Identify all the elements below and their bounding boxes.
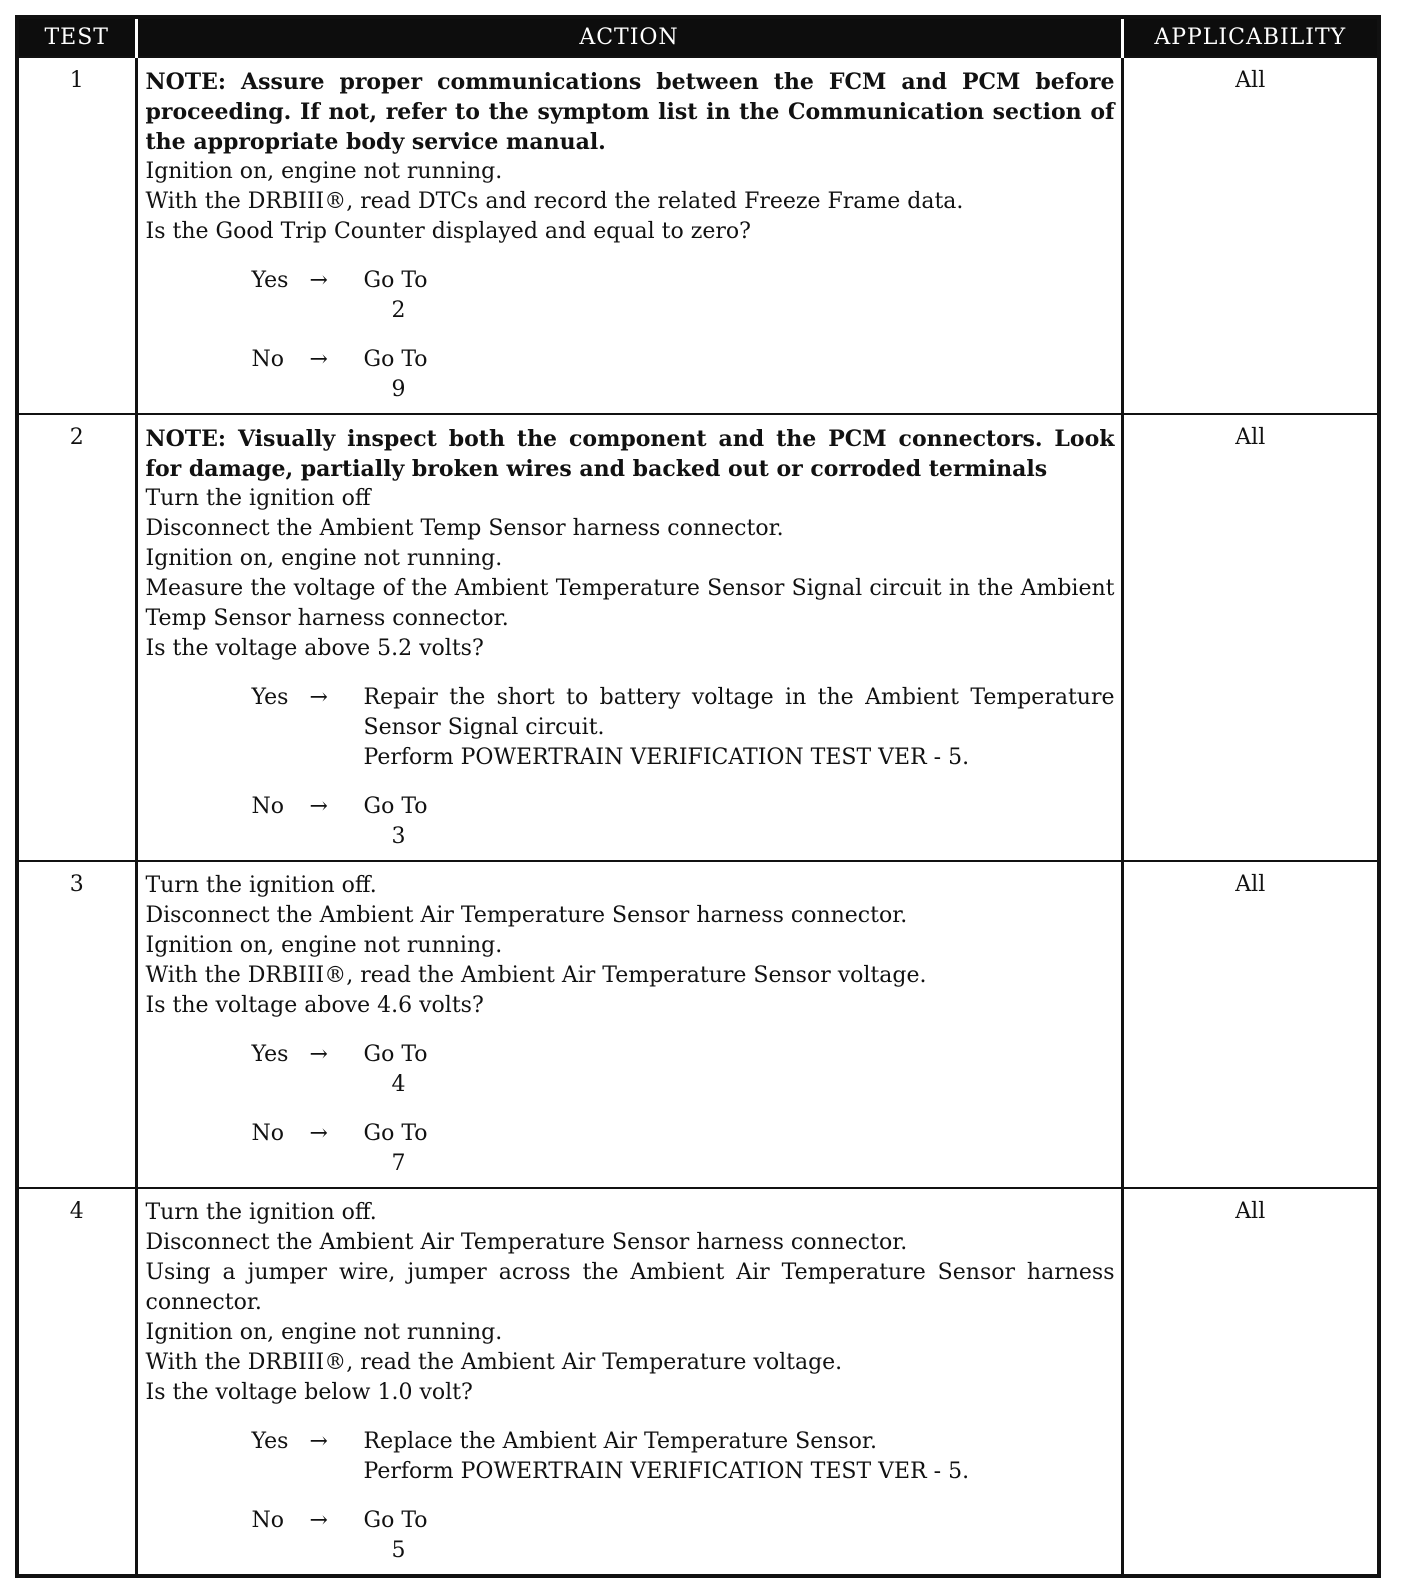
instruction-text: Repair the short to battery voltage in the Ambient Temperature Sensor Signal circuit. <box>363 685 1115 740</box>
test-number: 3 <box>17 861 136 1188</box>
step-text: Turn the ignition off. <box>145 1200 377 1225</box>
table-header-row <box>17 17 1379 57</box>
no-goto <box>364 792 1115 852</box>
step-text: Using a jumper wire, jumper across the Ambient Air Temperature Sensor harness connector. <box>145 1260 1115 1315</box>
header-test: TEST <box>17 17 136 57</box>
action-cell <box>136 414 1122 861</box>
yes-instructions <box>364 1427 1115 1487</box>
no-label: No <box>251 1121 284 1146</box>
result-branches <box>146 1427 1115 1566</box>
step-text: Turn the ignition off <box>145 486 371 511</box>
no-label: No <box>251 347 284 372</box>
yes-label: Yes <box>251 268 289 293</box>
test-number: 1 <box>17 57 136 414</box>
header-action: ACTION <box>136 17 1122 57</box>
instruction-text: Replace the Ambient Air Temperature Sensor. <box>363 1429 878 1454</box>
step-text: Ignition on, engine not running. <box>145 159 503 184</box>
no-goto <box>364 1506 1115 1566</box>
no-label: No <box>251 794 284 819</box>
question-text: Is the voltage above 5.2 volts? <box>145 636 484 661</box>
goto-number: 5 <box>391 1538 406 1563</box>
step-text: Ignition on, engine not running. <box>145 546 503 571</box>
yes-label: Yes <box>251 685 289 710</box>
yes-label: Yes <box>251 1429 289 1454</box>
test-number: 2 <box>17 414 136 861</box>
test-row-4 <box>17 1188 1379 1576</box>
goto-label: Go To <box>363 347 428 372</box>
question-text: Is the voltage above 4.6 volts? <box>145 993 484 1018</box>
applicability-value: All <box>1122 57 1379 414</box>
no-branch <box>252 1119 1115 1179</box>
goto-label: Go To <box>363 1042 428 1067</box>
no-goto <box>364 1119 1115 1179</box>
test-number: 4 <box>17 1188 136 1576</box>
arrow-icon: → <box>309 268 328 293</box>
yes-branch <box>252 1040 1115 1100</box>
goto-number: 3 <box>391 824 406 849</box>
question-text: Is the voltage below 1.0 volt? <box>145 1380 473 1405</box>
result-branches <box>146 1040 1115 1179</box>
step-text: Turn the ignition off. <box>145 873 377 898</box>
no-branch <box>252 792 1115 852</box>
yes-branch <box>252 266 1115 326</box>
applicability-value: All <box>1122 414 1379 861</box>
arrow-icon: → <box>309 1429 328 1454</box>
diagnostic-test-table <box>15 15 1381 1578</box>
test-row-1 <box>17 57 1379 414</box>
test-row-2 <box>17 414 1379 861</box>
note-text: NOTE: Visually inspect both the component and the PCM connectors. Look for damage, partially broken wires and backed out or corroded terminals <box>145 426 1115 482</box>
arrow-icon: → <box>309 794 328 819</box>
step-text: Measure the voltage of the Ambient Temperature Sensor Signal circuit in the Ambient Temp Sensor harness connector. <box>145 576 1115 631</box>
no-branch <box>252 1506 1115 1566</box>
arrow-icon: → <box>309 1508 328 1533</box>
yes-label: Yes <box>251 1042 289 1067</box>
step-text: Disconnect the Ambient Air Temperature Sensor harness connector. <box>145 1230 908 1255</box>
yes-goto <box>364 266 1115 326</box>
step-text: Disconnect the Ambient Air Temperature Sensor harness connector. <box>145 903 908 928</box>
goto-number: 7 <box>391 1151 406 1176</box>
no-label: No <box>251 1508 284 1533</box>
action-cell <box>136 861 1122 1188</box>
arrow-icon: → <box>309 1042 328 1067</box>
step-text: Disconnect the Ambient Temp Sensor harness connector. <box>145 516 784 541</box>
yes-branch <box>252 1427 1115 1487</box>
note-text: NOTE: Assure proper communications between the FCM and PCM before proceeding. If not, refer to the symptom list in the Communication section of the appropriate body service manual. <box>145 69 1115 155</box>
arrow-icon: → <box>309 685 328 710</box>
goto-number: 4 <box>391 1072 406 1097</box>
goto-number: 2 <box>391 298 406 323</box>
instruction-text: Perform POWERTRAIN VERIFICATION TEST VER - 5. <box>363 745 970 770</box>
test-row-3 <box>17 861 1379 1188</box>
goto-number: 9 <box>391 377 406 402</box>
step-text: With the DRBIII®, read the Ambient Air Temperature Sensor voltage. <box>145 963 927 988</box>
no-branch <box>252 345 1115 405</box>
yes-branch <box>252 683 1115 773</box>
step-text: With the DRBIII®, read DTCs and record the related Freeze Frame data. <box>145 189 964 214</box>
instruction-text: Perform POWERTRAIN VERIFICATION TEST VER - 5. <box>363 1459 970 1484</box>
action-cell <box>136 1188 1122 1576</box>
applicability-value: All <box>1122 1188 1379 1576</box>
arrow-icon: → <box>309 1121 328 1146</box>
action-cell <box>136 57 1122 414</box>
applicability-value: All <box>1122 861 1379 1188</box>
no-goto <box>364 345 1115 405</box>
yes-instructions <box>364 683 1115 773</box>
yes-goto <box>364 1040 1115 1100</box>
goto-label: Go To <box>363 1121 428 1146</box>
goto-label: Go To <box>363 1508 428 1533</box>
result-branches <box>146 266 1115 405</box>
header-applicability: APPLICABILITY <box>1122 17 1379 57</box>
goto-label: Go To <box>363 794 428 819</box>
step-text: Ignition on, engine not running. <box>145 1320 503 1345</box>
arrow-icon: → <box>309 347 328 372</box>
question-text: Is the Good Trip Counter displayed and equal to zero? <box>145 219 751 244</box>
goto-label: Go To <box>363 268 428 293</box>
result-branches <box>146 683 1115 852</box>
step-text: Ignition on, engine not running. <box>145 933 503 958</box>
step-text: With the DRBIII®, read the Ambient Air Temperature voltage. <box>145 1350 843 1375</box>
